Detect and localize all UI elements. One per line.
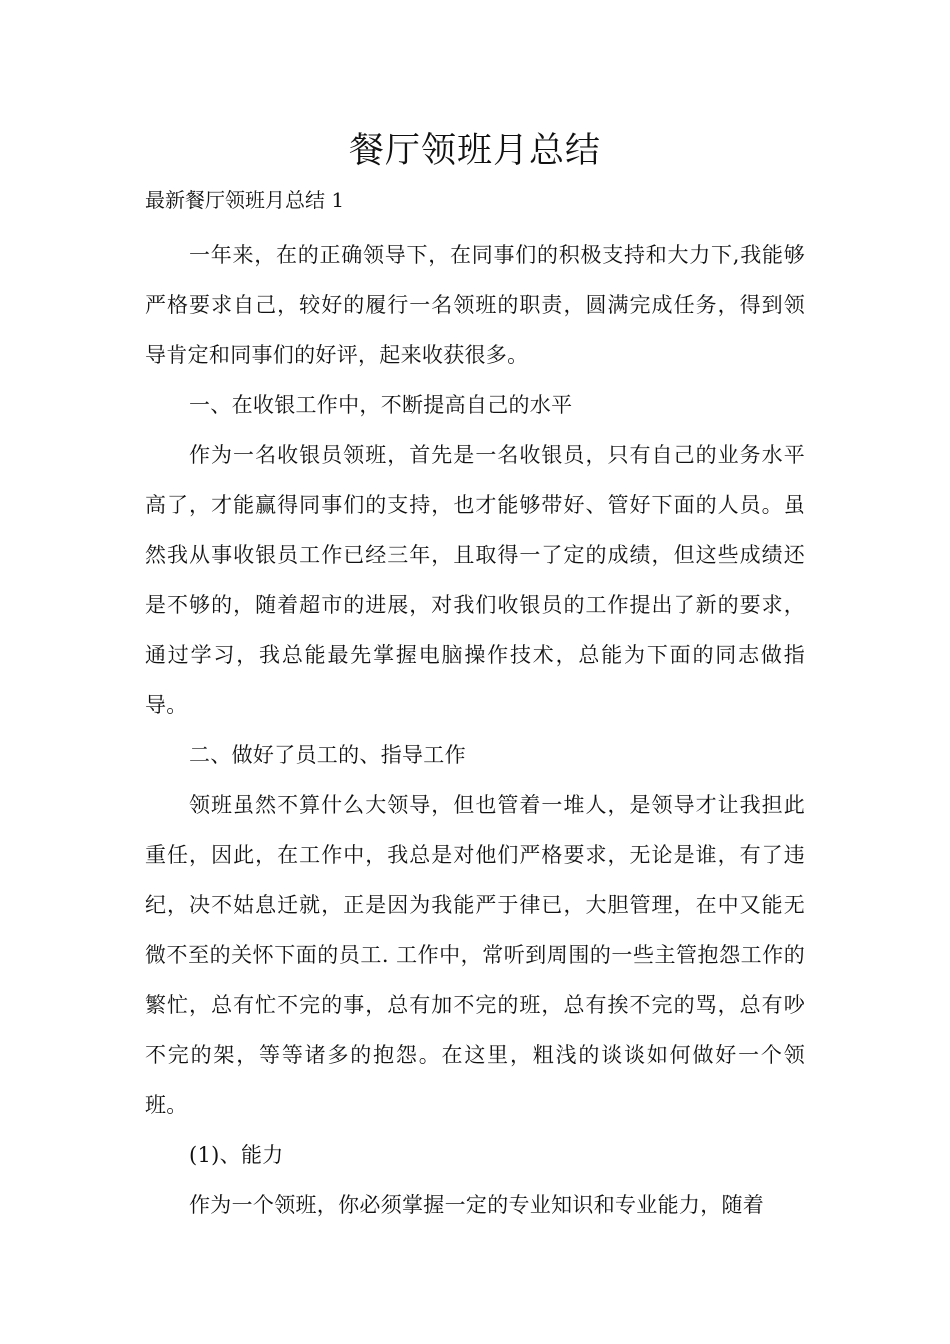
document-title: 餐厅领班月总结 bbox=[348, 131, 601, 171]
document-body bbox=[145, 230, 805, 1230]
section-heading-2: 二、做好了员工的、指导工作 bbox=[189, 743, 466, 767]
document-subtitle: 最新餐厅领班月总结 1 bbox=[145, 188, 345, 212]
paragraph-management: 领班虽然不算什么大领导，但也管着一堆人，是领导才让我担此重任，因此，在工作中，我总是对他们严格要求，无论是谁，有了违纪，决不姑息迁就，正是因为我能严于律已，大胆管理，在中又能无微不至的关怀下面的员工. 工作中，常听到周围的一些主管抱怨工作的繁忙，总有忙不完的事，总有加不完的班，总有挨不完的骂，总有吵不完的架，等等诸多的抱怨。在这里，粗浅的谈谈如何做好一个领班。 bbox=[145, 793, 805, 1117]
subsection-heading-ability: (1)、能力 bbox=[189, 1143, 284, 1167]
paragraph-ability: 作为一个领班，你必须掌握一定的专业知识和专业能力，随着 bbox=[189, 1193, 765, 1217]
paragraph-intro: 一年来，在的正确领导下，在同事们的积极支持和大力下,我能够严格要求自己，较好的履行一名领班的职责，圆满完成任务，得到领导肯定和同事们的好评，起来收获很多。 bbox=[145, 243, 805, 367]
section-heading-1: 一、在收银工作中，不断提高自己的水平 bbox=[189, 393, 573, 417]
paragraph-cashier: 作为一名收银员领班，首先是一名收银员，只有自己的业务水平高了，才能赢得同事们的支持，也才能够带好、管好下面的人员。虽然我从事收银员工作已经三年，且取得一了定的成绩，但这些成绩还是不够的，随着超市的进展，对我们收银员的工作提出了新的要求，通过学习，我总能最先掌握电脑操作技术，总能为下面的同志做指导。 bbox=[145, 443, 805, 717]
